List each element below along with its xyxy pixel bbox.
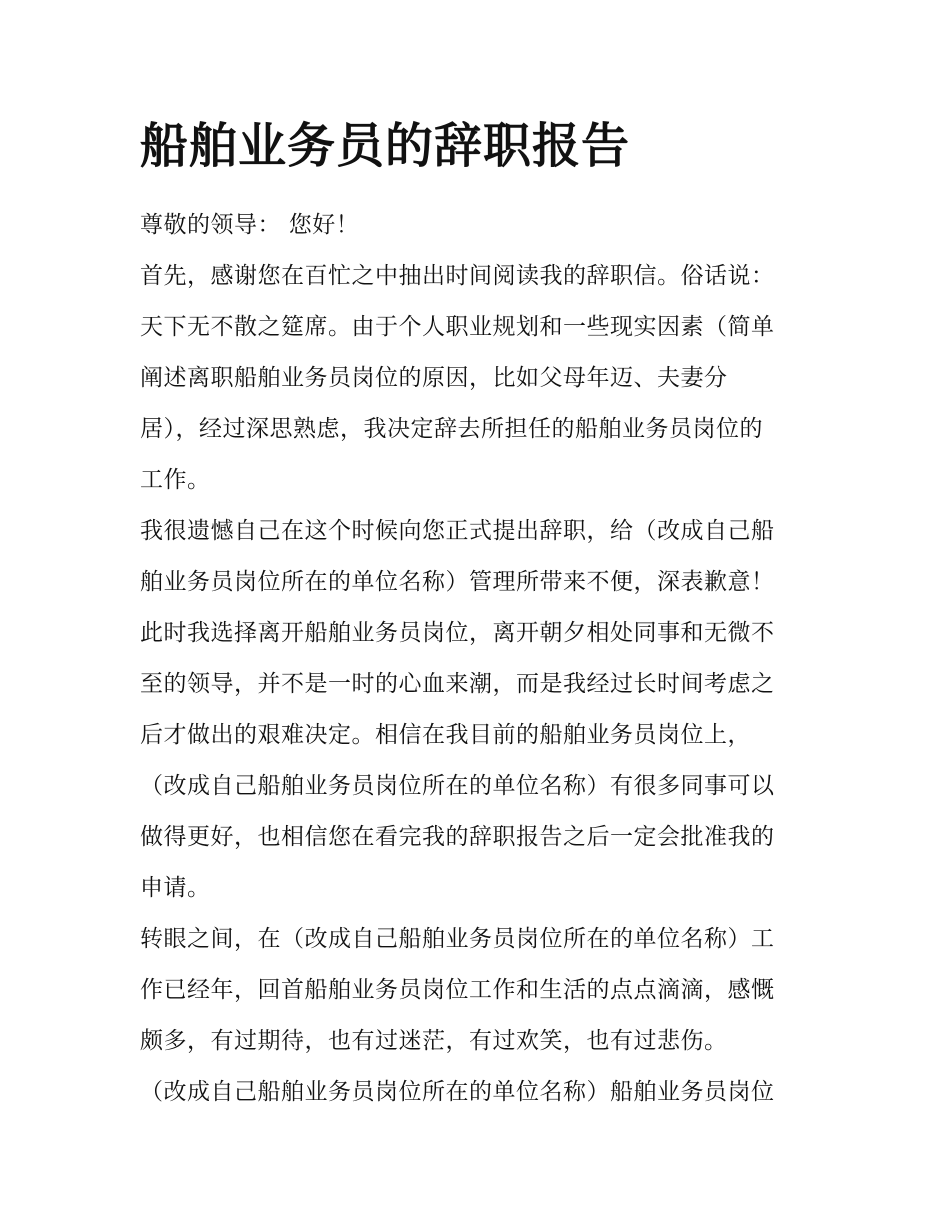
text-line: 阐述离职船舶业务员岗位的原因，比如父母年迈、夫妻分 — [140, 365, 728, 391]
text-line: （改成自己船舶业务员岗位所在的单位名称）有很多同事可以 — [140, 773, 775, 799]
greeting-line: 尊敬的领导： 您好！ — [140, 212, 360, 238]
text-line: 作已经年，回首船舶业务员岗位工作和生活的点点滴滴，感慨 — [140, 977, 775, 1003]
text-line: 申请。 — [140, 875, 211, 901]
text-line: 居），经过深思熟虑，我决定辞去所担任的船舶业务员岗位的 — [140, 416, 763, 442]
text-line: 颇多，有过期待，也有过迷茫，有过欢笑，也有过悲伤。 — [140, 1028, 728, 1054]
document-title: 船舶业务员的辞职报告 — [140, 118, 631, 174]
text-line: （改成自己船舶业务员岗位所在的单位名称）船舶业务员岗位 — [140, 1079, 775, 1105]
document-body — [140, 112, 820, 1118]
text-line: 至的领导，并不是一时的心血来潮，而是我经过长时间考虑之 — [140, 671, 775, 697]
text-line: 转眼之间，在（改成自己船舶业务员岗位所在的单位名称）工 — [140, 926, 775, 952]
text-line: 天下无不散之筵席。由于个人职业规划和一些现实因素（简单 — [140, 314, 775, 340]
text-line: 首先，感谢您在百忙之中抽出时间阅读我的辞职信。俗话说： — [140, 263, 775, 289]
text-line: 工作。 — [140, 467, 211, 493]
text-line: 做得更好，也相信您在看完我的辞职报告之后一定会批准我的 — [140, 824, 775, 850]
text-line: 我很遗憾自己在这个时候向您正式提出辞职，给（改成自己船 — [140, 518, 775, 544]
text-line: 后才做出的艰难决定。相信在我目前的船舶业务员岗位上， — [140, 722, 751, 748]
text-line: 此时我选择离开船舶业务员岗位，离开朝夕相处同事和无微不 — [140, 620, 775, 646]
text-line: 舶业务员岗位所在的单位名称）管理所带来不便，深表歉意！ — [140, 569, 775, 595]
